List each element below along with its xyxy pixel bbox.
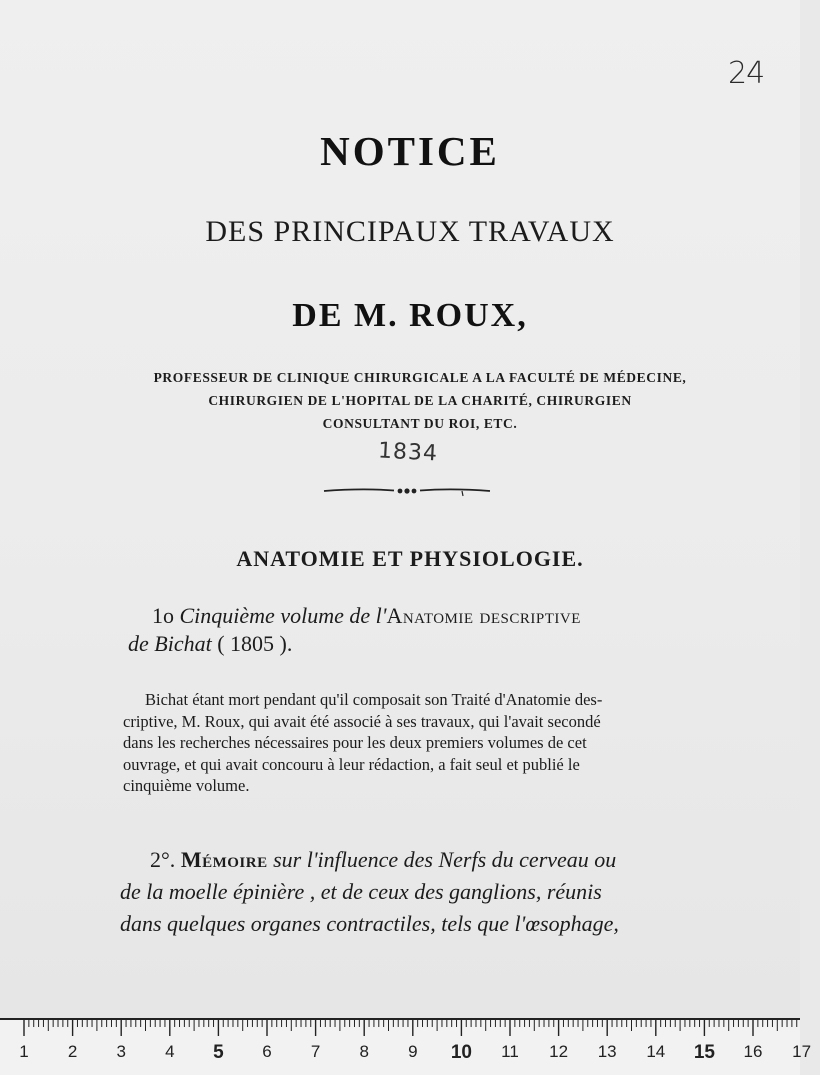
- ruler-number: 2: [67, 1042, 78, 1061]
- item-number: 2°.: [150, 847, 176, 872]
- page-subtitle: DES PRINCIPAUX TRAVAUX: [205, 215, 615, 248]
- work-item-2-line3: dans quelques organes contractiles, tels que l'œsophage,: [120, 911, 619, 936]
- ruler-number: 17: [792, 1042, 812, 1061]
- work-item-1-line2: [128, 630, 700, 658]
- affiliation-line: PROFESSEUR DE CLINIQUE CHIRURGICALE A LA FACULTÉ DE MÉDECINE,: [153, 370, 687, 385]
- affiliation-line: CONSULTANT DU ROI, ETC.: [322, 416, 518, 431]
- ruler-number: 9: [408, 1042, 418, 1061]
- folio-number: 24: [728, 56, 765, 91]
- ruler-number: 15: [693, 1042, 715, 1063]
- section-heading: ANATOMIE ET PHYSIOLOGIE.: [236, 546, 584, 571]
- item-number: 1o: [152, 603, 174, 628]
- item-title-italic: sur l'influence des Nerfs du cerveau ou: [267, 847, 617, 872]
- ruler-number: 14: [646, 1042, 666, 1061]
- item-title-italic: Cinquième volume de l': [179, 603, 387, 628]
- ruler-number: 3: [116, 1042, 126, 1061]
- ruler-number: 16: [743, 1042, 763, 1061]
- measuring-ruler: [0, 1018, 812, 1075]
- ruler-number: 11: [501, 1042, 519, 1061]
- ruler-number: 1: [19, 1042, 29, 1061]
- bleed-through-text: [150, 150, 810, 534]
- affiliation-block: [120, 366, 720, 435]
- ruler-number: 6: [262, 1042, 272, 1061]
- handwritten-year: 1834: [377, 438, 439, 467]
- ruler-number: 8: [359, 1042, 369, 1061]
- ruler-number: 4: [165, 1042, 175, 1061]
- work-item-1-line1: [128, 602, 700, 630]
- item-title-caps: Mémoire: [180, 847, 268, 872]
- item-year: ( 1805 ).: [217, 631, 293, 656]
- paragraph-line: criptive, M. Roux, qui avait été associé à ses travaux, qui l'avait secondé: [123, 711, 601, 731]
- item-title-caps: Anatomie descriptive: [386, 603, 581, 628]
- work-item-2-line1: [120, 844, 710, 876]
- ornamental-rule: [322, 484, 492, 498]
- paragraph-line: Bichat étant mort pendant qu'il composait son Traité d'Anatomie des-: [145, 690, 603, 709]
- paragraph-line: dans les recherches nécessaires pour les deux premiers volumes de cet: [123, 733, 587, 752]
- work-item-2-title: [120, 844, 710, 940]
- paragraph-line: ouvrage, et qui avait concouru à leur rédaction, a fait seul et publié le: [123, 754, 580, 774]
- ruler-number: 10: [450, 1042, 472, 1063]
- ruler-number: 12: [549, 1042, 569, 1061]
- paragraph-line: cinquième volume.: [123, 776, 250, 795]
- ruler-number: 7: [310, 1042, 321, 1061]
- work-item-1-title: [128, 602, 700, 658]
- author-line: DE M. ROUX,: [292, 297, 528, 334]
- ruler-number: 13: [597, 1042, 617, 1061]
- item-title-line2: de Bichat: [128, 631, 212, 656]
- work-item-1-description: [123, 689, 691, 797]
- page-title: NOTICE: [320, 128, 500, 174]
- work-item-2-line2: de la moelle épinière , et de ceux des ganglions, réunis: [120, 879, 602, 904]
- affiliation-line: CHIRURGIEN DE L'HOPITAL DE LA CHARITÉ, CHIRURGIEN: [208, 393, 632, 408]
- ruler-number: 5: [213, 1042, 224, 1063]
